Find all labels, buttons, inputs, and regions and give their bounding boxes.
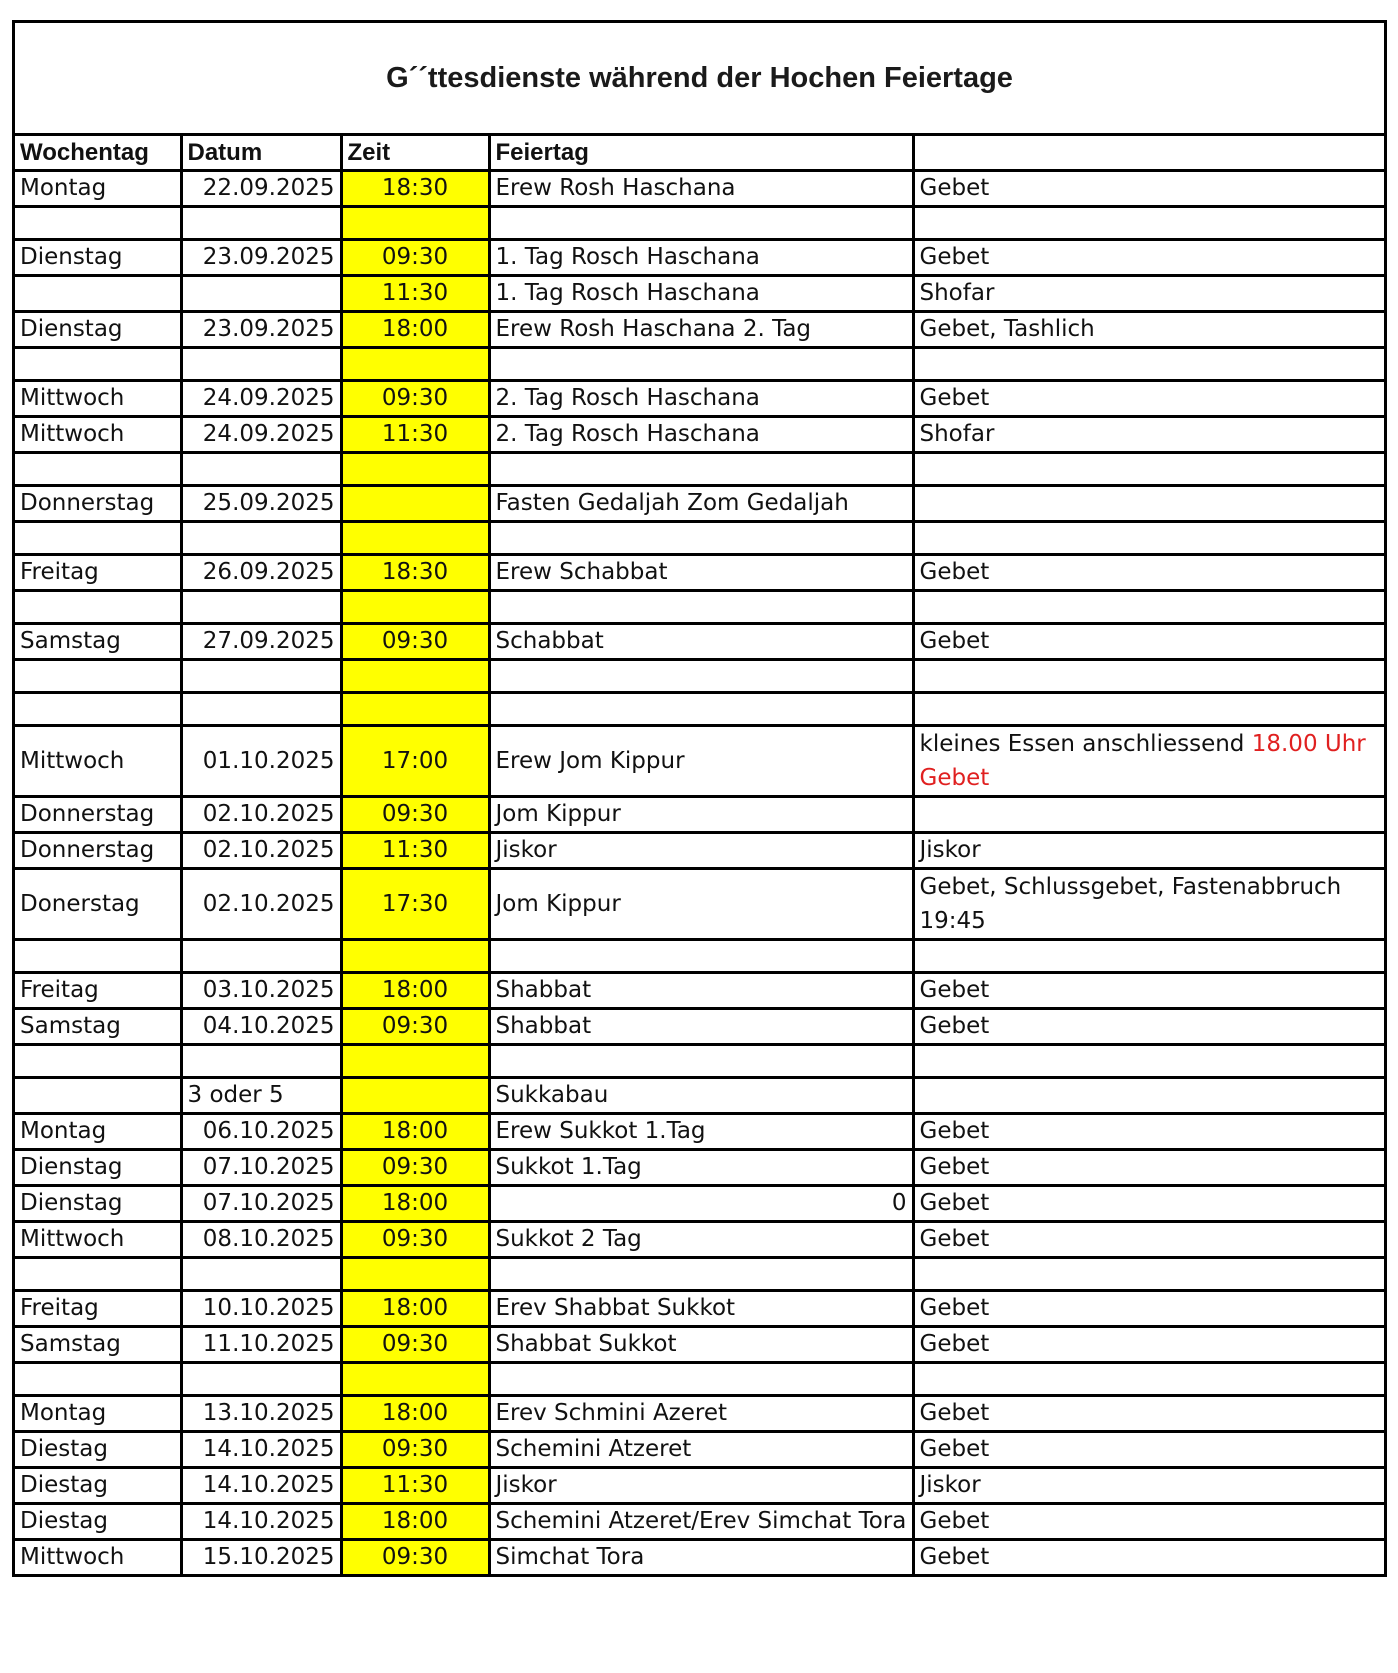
cell-wochentag: Montag [15, 1396, 181, 1432]
bemerkung-text: Gebet [919, 1544, 990, 1570]
cell-wochentag: Mittwoch [15, 1222, 181, 1258]
cell-zeit: 09:30 [341, 240, 489, 276]
cell-zeit: 09:30 [341, 1432, 489, 1468]
table-row [15, 240, 1384, 276]
cell-bemerkung [913, 1150, 1384, 1186]
cell-bemerkung [913, 1186, 1384, 1222]
cell-zeit: 09:30 [341, 797, 489, 833]
cell-bemerkung [913, 1114, 1384, 1150]
cell-wochentag [15, 591, 181, 624]
header-feiertag: Feiertag [489, 136, 913, 171]
table-row [15, 1258, 1384, 1291]
cell-bemerkung [913, 1045, 1384, 1078]
cell-feiertag [489, 1363, 913, 1396]
cell-feiertag: Sukkot 1.Tag [489, 1150, 913, 1186]
cell-wochentag: Dienstag [15, 240, 181, 276]
cell-datum: 14.10.2025 [181, 1432, 341, 1468]
page-title: G´´ttesdienste während der Hochen Feiertage [15, 23, 1384, 136]
header-wochentag: Wochentag [15, 136, 181, 171]
table-row [15, 1150, 1384, 1186]
cell-datum [181, 591, 341, 624]
cell-datum [181, 522, 341, 555]
cell-wochentag: Diestag [15, 1468, 181, 1504]
cell-feiertag [489, 660, 913, 693]
cell-zeit [341, 660, 489, 693]
cell-zeit [341, 1363, 489, 1396]
table-row [15, 1009, 1384, 1045]
bemerkung-text: Jiskor [919, 1472, 981, 1498]
cell-feiertag [489, 348, 913, 381]
table-row [15, 973, 1384, 1009]
cell-datum [181, 207, 341, 240]
cell-datum: 23.09.2025 [181, 312, 341, 348]
table-row [15, 348, 1384, 381]
cell-bemerkung [913, 1363, 1384, 1396]
table-row [15, 1186, 1384, 1222]
bemerkung-text: Gebet [919, 628, 990, 654]
cell-feiertag: 2. Tag Rosch Haschana [489, 381, 913, 417]
cell-bemerkung [913, 1327, 1384, 1363]
cell-datum [181, 940, 341, 973]
cell-bemerkung [913, 348, 1384, 381]
cell-wochentag: Donnerstag [15, 797, 181, 833]
bemerkung-text: Shofar [919, 280, 995, 306]
cell-bemerkung [913, 453, 1384, 486]
cell-wochentag: Samstag [15, 1327, 181, 1363]
table-row [15, 1363, 1384, 1396]
cell-feiertag: Erew Sukkot 1.Tag [489, 1114, 913, 1150]
cell-datum [181, 660, 341, 693]
cell-feiertag: Sukkabau [489, 1078, 913, 1114]
cell-datum: 07.10.2025 [181, 1186, 341, 1222]
cell-bemerkung [913, 555, 1384, 591]
cell-bemerkung [913, 940, 1384, 973]
cell-datum [181, 1258, 341, 1291]
table-row [15, 1078, 1384, 1114]
bemerkung-text: Jiskor [919, 837, 981, 863]
cell-feiertag: Schemini Atzeret [489, 1432, 913, 1468]
cell-wochentag [15, 1045, 181, 1078]
bemerkung-text: Gebet [919, 385, 990, 411]
table-row [15, 660, 1384, 693]
cell-bemerkung [913, 1291, 1384, 1327]
table-row [15, 869, 1384, 940]
cell-wochentag: Mittwoch [15, 1540, 181, 1575]
cell-wochentag: Freitag [15, 555, 181, 591]
cell-zeit: 09:30 [341, 1327, 489, 1363]
cell-datum [181, 348, 341, 381]
cell-bemerkung [913, 1468, 1384, 1504]
bemerkung-text: Gebet [919, 1400, 990, 1426]
cell-bemerkung [913, 240, 1384, 276]
cell-zeit: 09:30 [341, 624, 489, 660]
cell-feiertag: Erew Rosh Haschana [489, 171, 913, 207]
cell-feiertag: Shabbat Sukkot [489, 1327, 913, 1363]
cell-datum: 26.09.2025 [181, 555, 341, 591]
table-row [15, 591, 1384, 624]
cell-datum: 10.10.2025 [181, 1291, 341, 1327]
cell-datum: 04.10.2025 [181, 1009, 341, 1045]
cell-feiertag: Schemini Atzeret/Erev Simchat Tora [489, 1504, 913, 1540]
header-bemerkung [913, 136, 1384, 171]
cell-bemerkung [913, 693, 1384, 726]
cell-wochentag: Mittwoch [15, 726, 181, 797]
cell-datum [181, 453, 341, 486]
cell-datum: 14.10.2025 [181, 1504, 341, 1540]
bemerkung-text: Gebet [919, 1295, 990, 1321]
bemerkung-text: Gebet [919, 1013, 990, 1039]
cell-datum: 14.10.2025 [181, 1468, 341, 1504]
cell-feiertag [489, 207, 913, 240]
cell-bemerkung [913, 381, 1384, 417]
schedule-rows [15, 171, 1384, 1575]
cell-datum: 24.09.2025 [181, 417, 341, 453]
cell-zeit [341, 693, 489, 726]
cell-bemerkung [913, 1258, 1384, 1291]
cell-zeit [341, 486, 489, 522]
cell-feiertag [489, 1045, 913, 1078]
bemerkung-text: Shofar [919, 421, 995, 447]
bemerkung-text: Gebet [919, 1118, 990, 1144]
cell-feiertag [489, 940, 913, 973]
cell-zeit: 11:30 [341, 1468, 489, 1504]
cell-zeit: 18:00 [341, 973, 489, 1009]
cell-zeit: 18:30 [341, 171, 489, 207]
bemerkung-text: Gebet [919, 559, 990, 585]
cell-wochentag [15, 1258, 181, 1291]
cell-wochentag [15, 1078, 181, 1114]
table-row [15, 624, 1384, 660]
cell-feiertag: Erew Schabbat [489, 555, 913, 591]
cell-zeit: 18:00 [341, 1504, 489, 1540]
cell-zeit: 17:30 [341, 869, 489, 940]
cell-feiertag [489, 453, 913, 486]
bemerkung-text: Gebet [919, 1436, 990, 1462]
cell-datum: 27.09.2025 [181, 624, 341, 660]
cell-zeit: 18:00 [341, 1291, 489, 1327]
cell-bemerkung [913, 1540, 1384, 1575]
cell-datum: 02.10.2025 [181, 869, 341, 940]
table-row [15, 693, 1384, 726]
cell-bemerkung [913, 312, 1384, 348]
cell-feiertag: 2. Tag Rosch Haschana [489, 417, 913, 453]
cell-zeit: 09:30 [341, 1009, 489, 1045]
cell-feiertag: Erev Schmini Azeret [489, 1396, 913, 1432]
cell-bemerkung [913, 1432, 1384, 1468]
table-row [15, 312, 1384, 348]
header-datum: Datum [181, 136, 341, 171]
cell-zeit [341, 591, 489, 624]
bemerkung-highlight: 18.00 Uhr Gebet [919, 731, 1366, 791]
table-row [15, 1540, 1384, 1575]
cell-bemerkung [913, 1009, 1384, 1045]
cell-bemerkung [913, 797, 1384, 833]
cell-datum: 08.10.2025 [181, 1222, 341, 1258]
table-row [15, 940, 1384, 973]
bemerkung-text: Gebet [919, 1154, 990, 1180]
table-row [15, 1327, 1384, 1363]
table-row [15, 417, 1384, 453]
cell-datum: 15.10.2025 [181, 1540, 341, 1575]
cell-feiertag: Simchat Tora [489, 1540, 913, 1575]
cell-feiertag [489, 591, 913, 624]
table-row [15, 1468, 1384, 1504]
table-row [15, 726, 1384, 797]
cell-feiertag: Erew Jom Kippur [489, 726, 913, 797]
cell-zeit [341, 1045, 489, 1078]
cell-zeit [341, 522, 489, 555]
cell-datum: 23.09.2025 [181, 240, 341, 276]
cell-bemerkung [913, 207, 1384, 240]
cell-bemerkung [913, 973, 1384, 1009]
cell-datum: 07.10.2025 [181, 1150, 341, 1186]
cell-datum: 25.09.2025 [181, 486, 341, 522]
bemerkung-text: kleines Essen anschliessend [919, 731, 1252, 757]
cell-wochentag: Dienstag [15, 1186, 181, 1222]
cell-datum [181, 693, 341, 726]
table-row [15, 1114, 1384, 1150]
cell-zeit [341, 207, 489, 240]
table-row [15, 381, 1384, 417]
cell-zeit [341, 453, 489, 486]
cell-wochentag: Freitag [15, 973, 181, 1009]
cell-zeit: 17:00 [341, 726, 489, 797]
cell-feiertag: Fasten Gedaljah Zom Gedaljah [489, 486, 913, 522]
cell-datum: 02.10.2025 [181, 797, 341, 833]
header-row [15, 136, 1384, 171]
cell-bemerkung [913, 726, 1384, 797]
cell-wochentag [15, 207, 181, 240]
cell-wochentag: Montag [15, 171, 181, 207]
cell-bemerkung [913, 276, 1384, 312]
table-row [15, 171, 1384, 207]
table-row [15, 555, 1384, 591]
bemerkung-text: Gebet [919, 175, 990, 201]
cell-feiertag [489, 1258, 913, 1291]
cell-zeit: 11:30 [341, 833, 489, 869]
cell-datum: 03.10.2025 [181, 973, 341, 1009]
cell-bemerkung [913, 869, 1384, 940]
cell-wochentag [15, 1363, 181, 1396]
cell-datum: 3 oder 5 [181, 1078, 341, 1114]
table-row [15, 276, 1384, 312]
cell-bemerkung [913, 417, 1384, 453]
cell-wochentag: Dienstag [15, 312, 181, 348]
cell-wochentag [15, 660, 181, 693]
cell-bemerkung [913, 522, 1384, 555]
header-zeit: Zeit [341, 136, 489, 171]
cell-feiertag: Jiskor [489, 833, 913, 869]
cell-feiertag: Shabbat [489, 973, 913, 1009]
table-row [15, 1222, 1384, 1258]
cell-bemerkung [913, 660, 1384, 693]
cell-feiertag: Jom Kippur [489, 869, 913, 940]
bemerkung-text: Gebet, Tashlich [919, 316, 1095, 342]
cell-feiertag [489, 522, 913, 555]
cell-wochentag: Donnerstag [15, 486, 181, 522]
cell-feiertag: Erew Rosh Haschana 2. Tag [489, 312, 913, 348]
cell-zeit [341, 1078, 489, 1114]
cell-wochentag: Dienstag [15, 1150, 181, 1186]
cell-wochentag [15, 522, 181, 555]
cell-wochentag: Samstag [15, 624, 181, 660]
cell-feiertag: Erev Shabbat Sukkot [489, 1291, 913, 1327]
table-row [15, 1432, 1384, 1468]
cell-bemerkung [913, 1504, 1384, 1540]
table-row [15, 486, 1384, 522]
cell-feiertag: Shabbat [489, 1009, 913, 1045]
cell-feiertag: 1. Tag Rosch Haschana [489, 276, 913, 312]
cell-datum: 24.09.2025 [181, 381, 341, 417]
cell-zeit: 09:30 [341, 1222, 489, 1258]
cell-feiertag: 1. Tag Rosch Haschana [489, 240, 913, 276]
cell-zeit: 09:30 [341, 1540, 489, 1575]
cell-zeit: 11:30 [341, 417, 489, 453]
cell-wochentag: Donnerstag [15, 833, 181, 869]
table-row [15, 1396, 1384, 1432]
cell-zeit: 09:30 [341, 381, 489, 417]
schedule-table [15, 136, 1384, 1574]
cell-bemerkung [913, 833, 1384, 869]
cell-wochentag: Mittwoch [15, 417, 181, 453]
bemerkung-text: Gebet [919, 1226, 990, 1252]
cell-wochentag [15, 693, 181, 726]
cell-wochentag: Mittwoch [15, 381, 181, 417]
cell-datum: 13.10.2025 [181, 1396, 341, 1432]
cell-datum: 06.10.2025 [181, 1114, 341, 1150]
cell-wochentag: Freitag [15, 1291, 181, 1327]
cell-datum [181, 1363, 341, 1396]
cell-datum: 01.10.2025 [181, 726, 341, 797]
cell-bemerkung [913, 171, 1384, 207]
cell-datum [181, 1045, 341, 1078]
table-row [15, 1291, 1384, 1327]
cell-feiertag: Schabbat [489, 624, 913, 660]
cell-datum [181, 276, 341, 312]
table-row [15, 1045, 1384, 1078]
cell-zeit [341, 940, 489, 973]
cell-wochentag: Diestag [15, 1504, 181, 1540]
cell-wochentag: Donerstag [15, 869, 181, 940]
bemerkung-text: Gebet [919, 1190, 990, 1216]
cell-zeit: 18:00 [341, 1114, 489, 1150]
cell-zeit [341, 348, 489, 381]
cell-zeit [341, 1258, 489, 1291]
bemerkung-text: Gebet, Schlussgebet, Fastenabbruch 19:45 [919, 874, 1342, 934]
table-row [15, 833, 1384, 869]
bemerkung-text: Gebet [919, 1331, 990, 1357]
cell-zeit: 18:00 [341, 1396, 489, 1432]
cell-feiertag [489, 693, 913, 726]
cell-wochentag [15, 453, 181, 486]
cell-zeit: 18:30 [341, 555, 489, 591]
table-row [15, 522, 1384, 555]
cell-bemerkung [913, 624, 1384, 660]
cell-wochentag [15, 276, 181, 312]
schedule-sheet [12, 20, 1387, 1577]
cell-feiertag: Sukkot 2 Tag [489, 1222, 913, 1258]
cell-datum: 02.10.2025 [181, 833, 341, 869]
cell-wochentag: Montag [15, 1114, 181, 1150]
table-row [15, 207, 1384, 240]
table-row [15, 797, 1384, 833]
table-row [15, 1504, 1384, 1540]
table-row [15, 453, 1384, 486]
cell-zeit: 18:00 [341, 1186, 489, 1222]
cell-bemerkung [913, 1222, 1384, 1258]
cell-bemerkung [913, 1078, 1384, 1114]
cell-feiertag: 0 [489, 1186, 913, 1222]
cell-feiertag: Jiskor [489, 1468, 913, 1504]
cell-wochentag [15, 940, 181, 973]
bemerkung-text: Gebet [919, 977, 990, 1003]
bemerkung-text: Gebet [919, 1508, 990, 1534]
cell-datum: 11.10.2025 [181, 1327, 341, 1363]
cell-zeit: 18:00 [341, 312, 489, 348]
cell-zeit: 11:30 [341, 276, 489, 312]
cell-bemerkung [913, 1396, 1384, 1432]
cell-zeit: 09:30 [341, 1150, 489, 1186]
cell-bemerkung [913, 591, 1384, 624]
cell-datum: 22.09.2025 [181, 171, 341, 207]
cell-wochentag: Samstag [15, 1009, 181, 1045]
cell-bemerkung [913, 486, 1384, 522]
bemerkung-text: Gebet [919, 244, 990, 270]
cell-feiertag: Jom Kippur [489, 797, 913, 833]
cell-wochentag: Diestag [15, 1432, 181, 1468]
cell-wochentag [15, 348, 181, 381]
